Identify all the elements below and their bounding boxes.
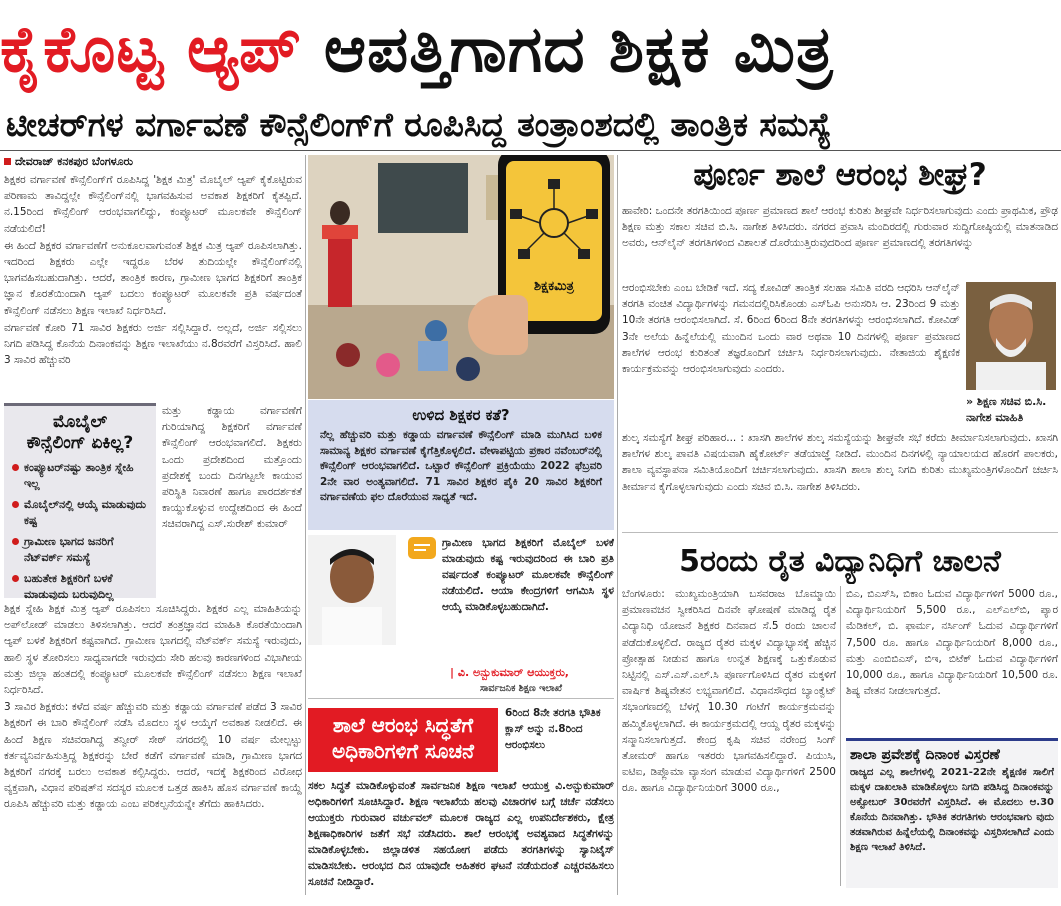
speech-line [414, 549, 426, 551]
raitha-col2: ಬಿಎ, ಬಿಎಸ್‌ಸಿ, ಬಿಕಾಂ ಓದುವ ವಿದ್ಯಾರ್ಥಿಗಳಿಗೆ 5000 ರೂ., ವಿದ್ಯಾರ್ಥಿನಿಯರಿಗೆ 5,500 ರೂ., ಎಲ್‌ಎಲ್‌ಬಿ, ಪ್ಯಾರ ಮೆಡಿಕಲ್, ಬಿ. ಫಾರ್ಮ, ನರ್ಸಿಂಗ್ ಓದುವ ವಿದ್ಯಾರ್ಥಿಗಳಿಗೆ 7,500 ರೂ. ಹಾಗೂ ವಿದ್ಯಾರ್ಥಿನಿಯರಿಗೆ 8,000 ರೂ., ಮತ್ತು ಎಂಬಿಬಿಎಸ್, ಬಿಇ, ಬಿಟೆಕ್ ಓದುವ ವಿದ್ಯಾರ್ಥಿಗಳಿಗೆ 10,000 ರೂ., ಹಾಗೂ ವಿದ್ಯಾರ್ಥಿನಿಯರಿಗೆ 10,500 ರೂ. ಶಿಷ್ಯ ವೇತನ ನೀಡಲಾಗುತ್ತದೆ. [846, 588, 1058, 698]
column-divider [617, 155, 618, 895]
bullet-icon [12, 501, 19, 508]
list-item-text: ಮೊಬೈಲ್‌ನಲ್ಲಿ ಆಯ್ಕೆ ಮಾಡುವುದು ಕಷ್ಟ [24, 498, 147, 527]
sidebox-title [10, 412, 150, 454]
schools-opening-banner [308, 708, 498, 772]
headline-red: ಕೈಕೊಟ್ಟ ಆ್ಯಪ್ [0, 13, 302, 87]
admission-body: ರಾಜ್ಯದ ಎಲ್ಲ ಶಾಲೆಗಳಲ್ಲಿ 2021-22ನೇ ಶೈಕ್ಷಣಿಕ ಸಾಲಿಗೆ ಮಕ್ಕಳ ದಾಖಲಾತಿ ಮಾಡಿಕೊಳ್ಳಲು ನಿಗದಿ ಪಡಿಸಿದ್ದ ದಿನಾಂಕವನ್ನು ಅಕ್ಟೋಬರ್ 30ರವರೆಗೆ ವಿಸ್ತರಿಸಿದೆ. ಈ ಮೊದಲು ಆ.30 ಕೊನೆಯ ದಿನವಾಗಿತ್ತು. ಭೌತಿಕ ತರಗತಿಗಳು ಆರಂಭವಾಗು ವುದು ತಡವಾಗಿರುವ ಹಿನ್ನೆಲೆಯಲ್ಲಿ ದಿನಾಂಕವನ್ನು ವಿಸ್ತರಿಸಲಾಗಿದೆ ಎಂದು ಶಿಕ್ಷಣ ಇಲಾಖೆ ತಿಳಿಸಿದೆ. [850, 767, 1054, 853]
paragraph: ಶಿಕ್ಷಕ ಸ್ನೇಹಿ ಶಿಕ್ಷಕ ಮಿತ್ರ ಆ್ಯಪ್ ರೂಪಿಸಲು ಸೂಚಿಸಿದ್ದರು. ಶಿಕ್ಷಕರ ಎಲ್ಲ ಮಾಹಿತಿಯನ್ನು ಅಪ್‌ಲೋಡ್ ಮಾಡಲು ತಿಳಿಸಲಾಗಿತ್ತು. ಆದರೆ ತಂತ್ರಜ್ಞಾನದ ಮಾಹಿತಿ ಕೊರತೆಯಿಂದಾಗಿ ಆ್ಯಪ್ ಬಳಕೆ ಶಿಕ್ಷಕರಿಗೆ ಕಷ್ಟವಾಗಿದೆ. ಗ್ರಾಮೀಣ ಭಾಗದಲ್ಲಿ ನೆಟ್‌ವರ್ಕ್ ಸಮಸ್ಯೆ ಇರುವುದು, ಹಾಲಿ ಸ್ಥಳ ತೋರಿಸಲು ಸಾಧ್ಯವಾಗದೇ ಇರುವುದು ಸೇರಿ ಹಲವು ಕಾರಣಗಳಿಂದ ವಿಭಾಗೀಯ ಮತ್ತು ಜಿಲ್ಲಾ ಹಂತದಲ್ಲಿ ಕಂಪ್ಯೂಟರ್ ಮೂಲಕವೇ ಕೌನ್ಸೆಲಿಂಗ್ ನಡೆಸಲು ಶಿಕ್ಷಣ ಇಲಾಖೆ ನಿರ್ಧರಿಸಿದೆ. [4, 603, 302, 697]
page-subheadline: ಟೀಚರ್‌ಗಳ ವರ್ಗಾವಣೆ ಕೌನ್ಸೆಲಿಂಗ್‌ಗೆ ರೂಪಿಸಿದ್ದ ತಂತ್ರಾಂಶದಲ್ಲಿ ತಾಂತ್ರಿಕ ಸಮಸ್ಯೆ [6, 105, 832, 144]
divider [308, 698, 614, 699]
headline-black: ಆಪತ್ತಿಗಾಗದ ಶಿಕ್ಷಕ ಮಿತ್ರ [323, 13, 834, 87]
speech-bubble-icon [408, 537, 436, 559]
commissioner-portrait [308, 535, 396, 645]
raitha-col1: ಬೆಂಗಳೂರು: ಮುಖ್ಯಮಂತ್ರಿಯಾಗಿ ಬಸವರಾಜ ಬೊಮ್ಮಾಯಿ ಪ್ರಮಾಣವಚನ ಸ್ವೀಕರಿಸಿದ ದಿನವೇ ಘೋಷಣೆ ಮಾಡಿದ್ದ ರೈತ ವಿದ್ಯಾನಿಧಿ ಯೋಜನೆ ಶಿಕ್ಷಕರ ದಿನವಾದ ಸೆ.5 ರಂದು ಚಾಲನೆ ಪಡೆದುಕೊಳ್ಳಲಿದೆ. ರಾಜ್ಯದ ರೈತರ ಮಕ್ಕಳ ವಿದ್ಯಾಭ್ಯಾಸಕ್ಕೆ ಹೆಚ್ಚಿನ ಪ್ರೋತ್ಸಾಹ ನೀಡುವ ಹಾಗೂ ಉನ್ನತ ಶಿಕ್ಷಣಕ್ಕೆ ಒತ್ತುಕೊಡುವ ನಿಟ್ಟಿನಲ್ಲಿ ಎಸ್.ಎಸ್.ಎಲ್.ಸಿ ಪೂರ್ಣಗೊಳಿಸಿದ ರೈತರ ಮಕ್ಕಳಿಗೆ ವಾರ್ಷಿಕ ಶಿಷ್ಯವೇತನ ಲಭ್ಯವಾಗಲಿದೆ. ವಿಧಾನಸೌಧದ ಬ್ಯಾಂಕ್ವೆಟ್ ಸಭಾಂಗಣದಲ್ಲಿ ಬೆಳಗ್ಗೆ 10.30 ಗಂಟೆಗೆ ಕಾರ್ಯಕ್ರಮವನ್ನು ಹಮ್ಮಿಕೊಳ್ಳಲಾಗಿದೆ. ಈ ಕಾರ್ಯಕ್ರಮದಲ್ಲಿ ಆಯ್ದ ರೈತರ ಮಕ್ಕಳನ್ನು ಸನ್ಮಾನಿಸಲಾಗುತ್ತದೆ. ಕೇಂದ್ರ ಕೃಷಿ ಸಚಿವ ನರೇಂದ್ರ ಸಿಂಗ್ ತೋಮರ್ ಹಾಗೂ ಇತರರು ಭಾಗವಹಿಸಲಿದ್ದಾರೆ. ಪಿಯುಸಿ, ಐಟಿಐ, ಡಿಪ್ಲೊಮಾ ವ್ಯಾಸಂಗ ಮಾಡುವ ವಿದ್ಯಾರ್ಥಿಗಳಿಗೆ 2500 ರೂ. ಹಾಗೂ ವಿದ್ಯಾರ್ಥಿನಿಯರಿಗೆ 3000 ರೂ., [622, 588, 836, 795]
column-divider [840, 586, 841, 886]
caption-box-body: ನೆಲ್ಲ ಹೆಚ್ಚುವರಿ ಮತ್ತು ಕಡ್ಡಾಯ ವರ್ಗಾವಣೆ ಕೌನ್ಸೆಲಿಂಗ್ ಮಾಡಿ ಮುಗಿಸಿದ ಬಳಿಕ ಸಾಮಾನ್ಯ ಶಿಕ್ಷಕರ ವರ್ಗಾವಣೆ ಕೈಗೆತ್ತಿಕೊಳ್ಳಲಿದೆ. ವೇಳಾಪಟ್ಟಿಯ ಪ್ರಕಾರ ನವೆಂಬರ್‌ನಲ್ಲಿ ಕೌನ್ಸೆಲಿಂಗ್ ಆರಂಭವಾಗಲಿದೆ. ಒಟ್ಟಾರೆ ಕೌನ್ಸೆಲಿಂಗ್ ಪ್ರಕ್ರಿಯೆಯು 2022 ಫೆಬ್ರವರಿ 2ನೇ ವಾರ ಅಂತ್ಯವಾಗಲಿದೆ. 71 ಸಾವಿರ ಶಿಕ್ಷಕರ ಪೈಕಿ 20 ಸಾವಿರ ಶಿಕ್ಷಕರಿಗೆ ವರ್ಗಾವಣೆಯ ಫಲ ದೊರೆಯುವ ಸಾಧ್ಯತೆ ಇದೆ. [320, 429, 602, 503]
banner-line: ಶಾಲೆ ಆರಂಭ ಸಿದ್ಧತೆಗೆ [332, 713, 474, 737]
full-school-heading: ಪೂರ್ಣ ಶಾಲೆ ಆರಂಭ ಶೀಘ್ರ? [693, 157, 987, 193]
main-story-top [4, 172, 302, 400]
schools-side-text: 6ರಿಂದ 8ನೇ ತರಗತಿ ಭೌತಿಕ ಕ್ಲಾಸ್ ಅನ್ನು ನ.8ರಿಂದ ಆರಂಭಿಸಲು [505, 707, 601, 751]
byline-marker [4, 158, 11, 165]
list-item-text: ಬಹುತೇಕ ಶಿಕ್ಷಕರಿಗೆ ಬಳಕೆ ಮಾಡುವುದು ಬರುವುದಿಲ್ಲ [24, 572, 114, 601]
paragraph: ಶಿಕ್ಷಕರ ವರ್ಗಾವಣೆ ಕೌನ್ಸೆಲಿಂಗ್‌ಗೆ ರೂಪಿಸಿದ್ದ 'ಶಿಕ್ಷಕ ಮಿತ್ರ' ಮೊಬೈಲ್ ಆ್ಯಪ್ ಕೈಕೊಟ್ಟಿರುವ ಪರಿಣಾಮ ತಾವಿದ್ದಲ್ಲೇ ಕೌನ್ಸೆಲಿಂಗ್‌ನಲ್ಲಿ ಭಾಗವಹಿಸುವ ಅವಕಾಶ ಶಿಕ್ಷಕರಿಗೆ ಕೈತಪ್ಪಿದೆ. ನ.15ರಿಂದ ಕೌನ್ಸೆಲಿಂಗ್ ಆರಂಭವಾಗಲಿದ್ದು, ಕಂಪ್ಯೂಟರ್ ಮೂಲಕವೇ ಕೌನ್ಸೆಲಿಂಗ್ ನಡೆಯಲಿದೆ! [4, 174, 302, 235]
quote-author-role: ಸಾರ್ವಜನಿಕ ಶಿಕ್ಷಣ ಇಲಾಖೆ [480, 683, 563, 694]
list-item [10, 534, 150, 566]
mobile-counselling-sidebox [4, 403, 156, 601]
quote-text: ಗ್ರಾಮೀಣ ಭಾಗದ ಶಿಕ್ಷಕರಿಗೆ ಮೊಬೈಲ್ ಬಳಕೆ ಮಾಡುವುದು ಕಷ್ಟ ಇರುವುದರಿಂದ ಈ ಬಾರಿ ಪ್ರತಿ ವರ್ಷದಂತೆ ಕಂಪ್ಯೂಟರ್ ಮೂಲಕವೇ ಕೌನ್ಸೆಲಿಂಗ್ ನಡೆಯಲಿದೆ. ಆಯಾ ಕೇಂದ್ರಗಳಿಗೆ ಆಗಮಿಸಿ ಸ್ಥಳ ಆಯ್ಕೆ ಮಾಡಿಕೊಳ್ಳಬಹುದಾಗಿದೆ. [442, 537, 614, 613]
banner-line: ಅಧಿಕಾರಿಗಳಿಗೆ ಸೂಚನೆ [332, 739, 474, 763]
admission-title: ಶಾಲಾ ಪ್ರವೇಶಕ್ಕೆ ದಿನಾಂಕ ವಿಸ್ತರಣೆ [850, 747, 1000, 763]
list-item-text: ಗ್ರಾಮೀಣ ಭಾಗದ ಜನರಿಗೆ ನೆಟ್‌ವರ್ಕ್ ಸಮಸ್ಯೆ [24, 535, 114, 564]
portrait-illustration [308, 535, 396, 645]
bullet-icon [12, 464, 19, 471]
portrait-illustration [966, 282, 1056, 390]
main-story-middle [162, 403, 302, 598]
bullet-icon [12, 575, 19, 582]
minister-caption: » ಶಿಕ್ಷಣ ಸಚಿವ ಬಿ.ಸಿ. ನಾಗೇಶ ಮಾಹಿತಿ [966, 395, 1047, 424]
sidebox-title-line: ಮೊಬೈಲ್ [52, 412, 108, 432]
full-school-para: ಆರಂಭಿಸಬೇಕು ಎಂಬ ಬೇಡಿಕೆ ಇದೆ. ಸದ್ಯ ಕೋವಿಡ್ ತಾಂತ್ರಿಕ ಸಲಹಾ ಸಮಿತಿ ವರದಿ ಆಧರಿಸಿ ಆನ್‌ಲೈನ್ ತರಗತಿ ವಂಚಿತ ವಿದ್ಯಾರ್ಥಿಗಳನ್ನು ಗಮನದಲ್ಲಿರಿಸಿಕೊಂಡು ಎಸ್‌ಓಪಿ ಅನುಸರಿಸಿ ಆ. 23ರಿಂದ 9 ಮತ್ತು 10ನೇ ತರಗತಿ ಆರಂಭಿಸಲಾಗಿದೆ. ಸೆ. 6ರಿಂದ 6ರಿಂದ 8ನೇ ತರಗತಿಗಳನ್ನು ಆರಂಭಿಸಲಾಗಿದೆ. ಕೋವಿಡ್ 3ನೇ ಅಲೆಯ ಹಿನ್ನೆಲೆಯಲ್ಲಿ ಮುಂದಿನ ಒಂದು ವಾರ ಅಥವಾ 10 ದಿನಗಳಲ್ಲಿ ಪೂರ್ಣ ಪ್ರಮಾಣದ ಶಾಲೆಗಳ ಆರಂಭ ಕುರಿತಂತೆ ತಜ್ಞರೊಂದಿಗೆ ಚರ್ಚಿಸಿ ನಿರ್ಧರಿಸಲಾಗುವುದು. ನೇತಾಜಿಯ ಶೈಕ್ಷಣಿಕ ಕಾರ್ಯಕ್ರಮವನ್ನು ಆರಂಭಿಸಲಾಗುವುದು ಎಂದರು. [622, 282, 960, 376]
divider [0, 150, 1061, 151]
byline [4, 155, 304, 169]
remaining-teachers-box [308, 400, 614, 530]
fee-issue-para: ಶುಲ್ಕ ಸಮಸ್ಯೆಗೆ ಶೀಘ್ರ ಪರಿಹಾರ... : ಖಾಸಗಿ ಶಾಲೆಗಳ ಶುಲ್ಕ ಸಮಸ್ಯೆಯನ್ನು ಶೀಘ್ರವೇ ಸಭೆ ಕರೆದು ತೀರ್ಮಾನಿಸಲಾಗುವುದು. ಖಾಸಗಿ ಶಾಲೆಗಳ ಶುಲ್ಕ ಪಾವತಿ ವಿಷಯವಾಗಿ ಹೈಕೋರ್ಟ್ ತಡೆಯಾಜ್ಞೆ ನೀಡಿದೆ. ಮುಂದಿನ ದಿನಗಳಲ್ಲಿ ನ್ಯಾಯಾಲಯದ ಹೊರಗೆ ಪಾಲಕರು, ಶಾಲಾ ವ್ಯವಸ್ಥಾಪನಾ ಸಮಿತಿಯೊಂದಿಗೆ ಚರ್ಚಿಸಲಾಗುವುದು. ಖಾಸಗಿ ಶಾಲಾ ಶುಲ್ಕ ನಿಗದಿ ಕುರಿತು ಮುಖ್ಯಮಂತ್ರಿಗಳೊಂದಿಗೆ ಚರ್ಚಿಸಿ ತೀರ್ಮಾನ ಕೈಗೊಳ್ಳಲಾಗುವುದು ಎಂದು ಸಚಿವ ಬಿ.ಸಿ. ನಾಗೇಶ ತಿಳಿಸಿದರು. [622, 432, 1058, 493]
page-headline [0, 0, 1061, 100]
list-item [10, 497, 150, 529]
list-item-text: ಕಂಪ್ಯೂಟರ್‌ನಷ್ಟು ತಾಂತ್ರಿಕ ಸ್ನೇಹಿ ಇಲ್ಲ [24, 461, 134, 490]
admission-box [846, 738, 1058, 888]
app-label: ಶಿಕ್ಷಕಮಿತ್ರ [534, 279, 574, 294]
paragraph: ಈ ಹಿಂದೆ ಶಿಕ್ಷಕರ ವರ್ಗಾವಣೆಗೆ ಅನುಕೂಲವಾಗುವಂತೆ ಶಿಕ್ಷಕ ಮಿತ್ರ ಆ್ಯಪ್ ರೂಪಿಸಲಾಗಿತ್ತು. ಇದರಿಂದ ಶಿಕ್ಷಕರು ಎಲ್ಲೇ ಇದ್ದರೂ ಬೆರಳ ತುದಿಯಲ್ಲೇ ಕೌನ್ಸೆಲಿಂಗ್‌ನಲ್ಲಿ ಭಾಗವಹಿಸಬಹುದಾಗಿತ್ತು. ಆದರೆ, ತಾಂತ್ರಿಕ ಕಾರಣ, ಗ್ರಾಮೀಣ ಭಾಗದ ಶಿಕ್ಷಕರಿಗೆ ತಾಂತ್ರಿಕ ಜ್ಞಾನ ಕೊರತೆಯಿಂದಾಗಿ ಆ್ಯಪ್ ಬದಲು ಕಂಪ್ಯೂಟರ್ ಮೂಲಕವೇ ಪ್ರತಿ ವರ್ಷದಂತೆ ಕೌನ್ಸೆಲಿಂಗ್ ನಡೆಸಲು ಶಿಕ್ಷಣ ಇಲಾಖೆ ನಿರ್ಧರಿಸಿದೆ. [4, 239, 302, 317]
column-divider [305, 155, 306, 895]
speech-line [414, 544, 430, 546]
minister-portrait [966, 282, 1056, 390]
bullet-icon [12, 538, 19, 545]
schools-body: ಸಕಲ ಸಿದ್ಧತೆ ಮಾಡಿಕೊಳ್ಳುವಂತೆ ಸಾರ್ವಜನಿಕ ಶಿಕ್ಷಣ ಇಲಾಖೆ ಆಯುಕ್ತ ವಿ.ಅನ್ಬುಕುಮಾರ್ ಅಧಿಕಾರಿಗಳಿಗೆ ಸೂಚಿಸಿದ್ದಾರೆ. ಶಿಕ್ಷಣ ಇಲಾಖೆಯ ಹಲವು ವಿಚಾರಗಳ ಬಗ್ಗೆ ಚರ್ಚೆ ನಡೆಸಲು ಆಯುಕ್ತರು ಗುರುವಾರ ವರ್ಚುವಲ್ ಮೂಲಕ ರಾಜ್ಯದ ಎಲ್ಲ ಉಪನಿರ್ದೇಶಕರು, ಕ್ಷೇತ್ರ ಶಿಕ್ಷಣಾಧಿಕಾರಿಗಳ ಜತೆಗೆ ಸಭೆ ನಡೆಸಿದರು. ಶಾಲೆ ಆರಂಭಕ್ಕೆ ಅವಶ್ಯವಾದ ಸಿದ್ಧತೆಗಳನ್ನು ಮಾಡಿಕೊಳ್ಳಬೇಕು. ಜಿಲ್ಲಾಡಳಿತ ಸಹಯೋಗ ಪಡೆದು ತರಗತಿಗಳನ್ನು ಸ್ಯಾನಿಟೈಸ್ ಮಾಡಿಸಬೇಕು. ಆರಂಭದ ದಿನ ಯಾವುದೇ ಅಹಿತಕರ ಘಟನೆ ನಡೆಯದಂತೆ ಎಚ್ಚರವಹಿಸಲು ಸೂಚನೆ ನೀಡಿದ್ದಾರೆ. [308, 780, 614, 888]
classroom-photo [308, 155, 614, 399]
paragraph: ವರ್ಗಾವಣೆ ಕೋರಿ 71 ಸಾವಿರ ಶಿಕ್ಷಕರು ಅರ್ಜಿ ಸಲ್ಲಿಸಿದ್ದಾರೆ. ಅಲ್ಲದೆ, ಅರ್ಜಿ ಸಲ್ಲಿಸಲು ನಿಗದಿ ಪಡಿಸಿದ್ದ ಕೊನೆಯ ದಿನಾಂಕವನ್ನು ಶಿಕ್ಷಣ ಇಲಾಖೆಯು ನ.8ರವರೆಗೆ ವಿಸ್ತರಿಸಿದೆ. ಹಾಲಿ 3 ಸಾವಿರ ಹೆಚ್ಚುವರಿ [4, 321, 302, 367]
paragraph: ಮತ್ತು ಕಡ್ಡಾಯ ವರ್ಗಾವಣೆಗೆ ಗುರಿಯಾಗಿದ್ದ ಶಿಕ್ಷಕರಿಗೆ ವರ್ಗಾವಣೆ ಕೌನ್ಸೆಲಿಂಗ್ ಆರಂಭವಾಗಲಿದೆ. ಶಿಕ್ಷಕರು ಒಂದು ಪ್ರದೇಶದಿಂದ ಮತ್ತೊಂದು ಪ್ರದೇಶಕ್ಕೆ ಬಂದು ದಿನಗಟ್ಟಲೇ ಕಾಯುವ ಪರಿಸ್ಥಿತಿ ನಿವಾರಣೆ ಹಾಗೂ ಪಾರದರ್ಶಕತೆ ಕಾಯ್ದುಕೊಳ್ಳುವ ಉದ್ದೇಶದಿಂದ ಈ ಹಿಂದೆ ಸಚಿವರಾಗಿದ್ದ ಎಸ್.ಸುರೇಶ್ ಕುಮಾರ್ [162, 405, 302, 531]
full-school-para: ಹಾವೇರಿ: ಒಂದನೇ ತರಗತಿಯಿಂದ ಪೂರ್ಣ ಪ್ರಮಾಣದ ಶಾಲೆ ಆರಂಭ ಕುರಿತು ಶೀಘ್ರವೇ ನಿರ್ಧರಿಸಲಾಗುವುದು ಎಂದು ಪ್ರಾಥಮಿಕ, ಪ್ರೌಢ ಶಿಕ್ಷಣ ಮತ್ತು ಸಕಾಲ ಸಚಿವ ಬಿ.ಸಿ. ನಾಗೇಶ ತಿಳಿಸಿದರು. ನಗರದ ಪ್ರವಾಸಿ ಮಂದಿರದಲ್ಲಿ ಗುರುವಾರ ಸುದ್ದಿಗೋಷ್ಠಿಯಲ್ಲಿ ಮಾತನಾಡಿದ ಅವರು, ಆನ್‌ಲೈನ್ ತರಗತಿಗಳಿಂದ ವಿಶಾಲತೆ ದೊರೆಯುತ್ತಿರುವುದರಿಂದ ಪೂರ್ಣ ಪ್ರಮಾಣದಲ್ಲಿ ತರಗತಿಗಳನ್ನು [622, 205, 1058, 250]
hand-illustration [468, 295, 528, 355]
quote-author: | ವಿ. ಅನ್ಬುಕುಮಾರ್ ಆಯುಕ್ತರು, [450, 666, 569, 679]
raitha-vidyanidhi-heading: 5ರಂದು ರೈತ ವಿದ್ಯಾನಿಧಿಗೆ ಚಾಲನೆ [679, 544, 1001, 579]
caption-box-title: ಉಳಿದ ಶಿಕ್ಷಕರ ಕತೆ? [412, 406, 510, 424]
main-story-bottom [4, 601, 302, 891]
byline-text: ದೇವರಾಜ್ ಕನಕಪುರ ಬೆಂಗಳೂರು [15, 155, 133, 168]
list-item [10, 571, 150, 603]
paragraph: 3 ಸಾವಿರ ಶಿಕ್ಷಕರು: ಕಳೆದ ವರ್ಷ ಹೆಚ್ಚುವರಿ ಮತ್ತು ಕಡ್ಡಾಯ ವರ್ಗಾವಣೆ ಪಡೆದ 3 ಸಾವಿರ ಶಿಕ್ಷಕರಿಗೆ ಈ ಬಾರಿ ಕೌನ್ಸೆಲಿಂಗ್ ನಡೆಸಿ ಮೊದಲು ಸ್ಥಳ ಆಯ್ಕೆಗೆ ಅವಕಾಶ ನೀಡಲಿದೆ. ಈ ಹಿಂದೆ ಶಿಕ್ಷಣ ಸಚಿವರಾಗಿದ್ದ ತನ್ವೀರ್ ಸೇಠ್ ನಗರದಲ್ಲಿ 10 ವರ್ಷ ಮೇಲ್ಪಟ್ಟು ಕರ್ತವ್ಯನಿರ್ವಹಿಸುತ್ತಿದ್ದ ಶಿಕ್ಷಕರನ್ನು ಬೇರೆ ಕಡೆಗೆ ವರ್ಗಾವಣೆ ಮಾಡಿ, ಗ್ರಾಮೀಣ ಭಾಗದ ಶಿಕ್ಷಕರಿಗೆ ನಗರಕ್ಕೆ ಬರಲು ಅವಕಾಶ ಕಲ್ಪಿಸಿದ್ದರು. ಆದರೆ, ಇದಕ್ಕೆ ಶಿಕ್ಷಕರಿಂದ ವಿರೋಧ ವ್ಯಕ್ತವಾಗಿ, ವಿಧಾನ ಪರಿಷತ್‌ನ ಸದಸ್ಯರ ಮೂಲಕ ಒತ್ತಡ ಹಾಕಿಸಿ ಹೊಸ ವರ್ಗಾವಣೆ ಕಾಯ್ದೆ ರೂಪಿಸಿ ಹೆಚ್ಚುವರಿ ಮತ್ತು ಕಡ್ಡಾಯ ಎಂಬ ಪರಿಕಲ್ಪನೆಯನ್ನೇ ತೆಗೆದು ಹಾಕಿಸಿದರು. [4, 701, 302, 811]
divider [622, 532, 1058, 533]
sidebox-title-line: ಕೌನ್ಸೆಲಿಂಗ್ ಏಕಿಲ್ಲ? [26, 433, 134, 453]
sidebox-list [10, 460, 150, 603]
list-item [10, 460, 150, 492]
